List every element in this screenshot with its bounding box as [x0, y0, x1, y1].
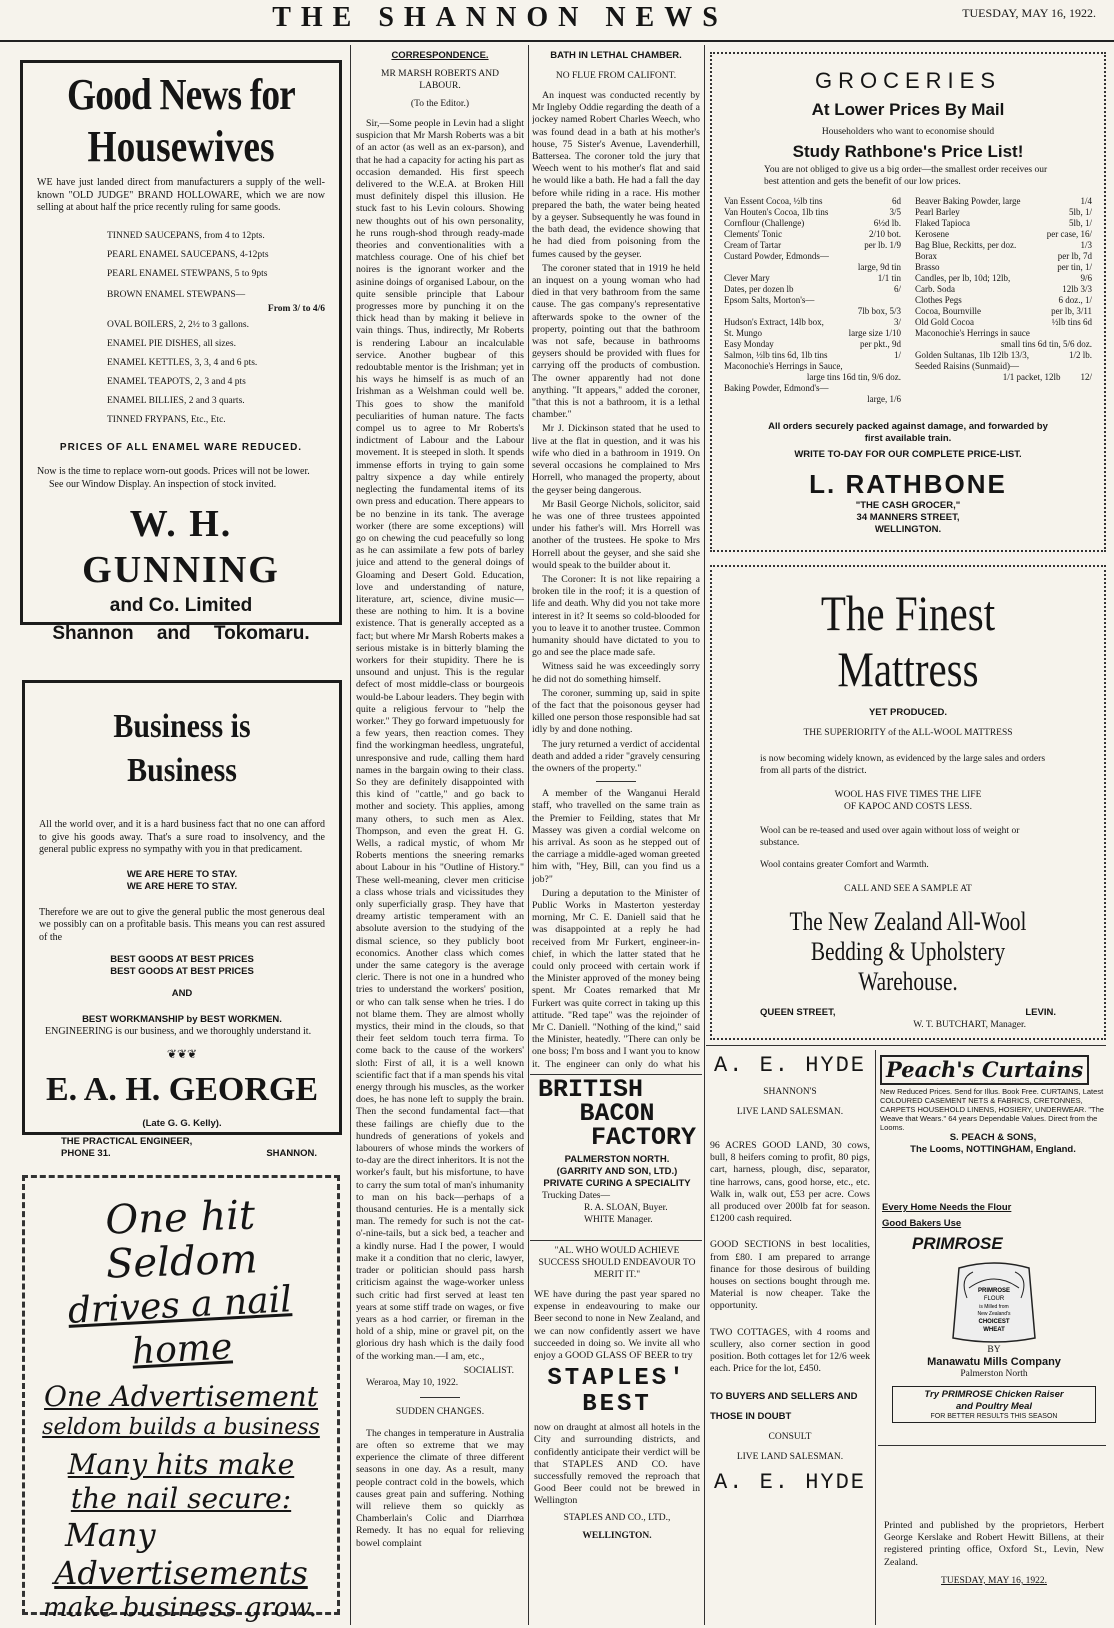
bacon-line: BRITISH — [538, 1075, 644, 1104]
primrose-company: Manawatu Mills Company — [927, 1356, 1061, 1368]
price: 6d — [892, 196, 901, 206]
price: 6 doz., 1/ — [1058, 295, 1092, 305]
editor-line: (To the Editor.) — [410, 99, 470, 109]
staples-ad — [534, 1245, 700, 1620]
slogan-line: Many — [65, 1516, 156, 1554]
price-row — [915, 350, 1092, 361]
item: Clever Mary — [724, 273, 770, 283]
list-item: TINNED FRYPANS, Etc., Etc. — [107, 414, 226, 425]
staples-firm: STAPLES AND CO., LTD., — [563, 1512, 671, 1523]
peach-brand: Peach's Curtains — [880, 1055, 1089, 1085]
george-para: All the world over, and it is a hard business fact that no one can afford to give his goods away. That's a sure road to insolvency, and the general public express no sympathy with you in that predicament. — [39, 819, 325, 855]
price-row — [915, 229, 1092, 240]
price-row — [915, 361, 1092, 372]
price: 1/1 tin — [877, 273, 901, 283]
flour-sack-icon — [939, 1258, 1049, 1344]
correspondence-column — [356, 50, 524, 1622]
raiser-line: Try PRIMROSE Chicken Raiser — [924, 1389, 1064, 1400]
paragraph: The coroner stated that in 1919 he held an inquest on a young woman who had died in that very bathroom from the same cause. The gas company's representative afterwards spoke to the owner of the property, pointing out that the bathroom was not safe, because in bathrooms geysers should be provided with flues for carrying off the products of combustion. The owner apparently had not done anything. "It appears," added the coroner, "that this is not a bathroom, it is a lethal chamber." — [532, 262, 700, 421]
mattress-ad — [710, 565, 1106, 1040]
item: Seeded Raisins (Sunmaid)— — [915, 361, 1019, 371]
superiority-line: THE SUPERIORITY of the ALL-WOOL MATTRESS — [803, 728, 1013, 738]
primrose-town: Palmerston North — [960, 1369, 1028, 1379]
imprint-text: Printed and published by the proprietors, Herbert George Kerslake and Robert Hewitt Billens, at their registered printing office, Oxford St., Levin, New Zealand. — [884, 1520, 1104, 1568]
phone-row — [39, 1148, 325, 1160]
slogan-line: One hit Seldom — [104, 1192, 259, 1288]
imprint-date: TUESDAY, MAY 16, 1922. — [941, 1575, 1047, 1586]
article-body — [532, 90, 700, 775]
price: 9/6 — [1080, 273, 1092, 283]
bacon-dates: Trucking Dates— — [542, 1191, 610, 1201]
gunning-headline-2: Housewives — [87, 122, 275, 171]
slogan-ad — [22, 1175, 340, 1623]
item: small tins 6d tin, 5/6 doz. — [1000, 339, 1092, 349]
newspaper-title: THE SHANNON NEWS — [272, 2, 728, 33]
bacon-manager: WHITE Manager. — [584, 1215, 653, 1225]
item: Borax — [915, 251, 937, 261]
gunning-headline-1: Good News for — [67, 70, 295, 119]
price: per case, 16/ — [1046, 229, 1092, 239]
article-body — [356, 1428, 524, 1550]
bacon-line: FACTORY — [590, 1123, 696, 1152]
hyde-listing: GOOD SECTIONS in best localities, from £80. I am prepared to arrange finance for those desirous of building houses on sections bought through me. Material is now cheaper. Take the opportunity. — [710, 1239, 870, 1312]
write-line: WRITE TO-DAY FOR OUR COMPLETE PRICE-LIST. — [794, 449, 1022, 460]
item: Flaked Tapioca — [915, 218, 970, 228]
price-row — [915, 339, 1092, 350]
late-line: (Late G. G. Kelly). — [142, 1117, 222, 1129]
price-row — [724, 328, 901, 339]
produced-line: YET PRODUCED. — [868, 707, 948, 718]
price-list-right — [915, 196, 1092, 405]
item: Van Houten's Cocoa, 1lb tins — [724, 207, 829, 217]
paragraph: Sir,—Some people in Levin had a slight suspicion that Mr Marsh Roberts was a bit of an actor (as well as an ex-parson), and that he had a capacity for acting his part as occasion demanded. His first speech delivered to the W.E.A. at Broken Hill must definitely dispel this illusion. He stuck fast to his Levin colours. Showing new thoughts out of his own personality, he runs rough-shod through ready-made theories and conventionalities with a matchless courage. One of his chief bet noires is the ignorant worker and the asinine doings of organised Labour, on the quite sensible principle that Labour progresses more by punching it on the thick head than by making it believe in vain things. Thus, indirectly, Mr Roberts is rendering Labour an incalculable service. Another bugbear of this redoubtable mentor is the Irishman; yet in his ways he himself is as much of an Irishman as a Welshman could well be. This goes to show the manifold peculiarities of human nature. The facts compel us to agree to Mr Roberts's indictment of Labour and the Labour movement. It is steeped in sloth. It spends immense efforts in trying to gain some paltry sixpence a day while entirely neglecting the fundamental items of its own press and education. There appears to be no benzine in its tank. The average worker (there are some exceptions) will go on chewing the cud peacefully so long as he can assimilate a few pots of barley juice and attend to the general doings of Gloaming and Desert Gold. Education, love and understanding of nature, literature, art, science, divine music—these are nothing to him. It is a bovine existence. That is generally accepted as a fact; but where Mr Marsh Roberts makes a serious mistake is in bitterly blaming the workers for their stupidity. There he is unsound and unjust. This is the regular defect of most middle-class or bourgeois would-be Labour leaders. They begin with quite a religious fervour to "help the worker." They go forward impetuously for a few years, then reaction comes. They find the workingman heedless, ungrateful, unresponsive and rude, calling them hard names in the bargain owing to their class. So they are definitely disappointed with this kind of "cattle," and go back to mother and society. This applies, among many others, to such men as Alex. Thompson, and even the great H. G. Wells, a radical mystic, of whom Mr Roberts mentions the sneering remarks about Labour in his "Outline of History." These well-meaning, clever men criticise a class whose trials and vicissitudes they only superficially grasp. They have that dreamy artistic temperament with an absolute aversion to the studying of the dismal science, so they publicly boot economics. Another class which comes under the same category is the average cleric. There is not one in a hundred who tries to understand the workers' position, or who can talk sense when he tries. I do not blame them. They are almost wholly mystics, their mind in the clouds, so that their feet seldom touch terra firma. To come back to the cause of the workers' sloth: First of all, it is a well known scientific fact that if a man spends his vital energy through his muscles, as the worker does, he has none left to supply the brain. Then the second fundamental fact—that these failings are chiefly due to the hundreds of generations of yokels and labourers of whose minds the workers of to-day are the direct inheritors. It is not the worker's fault, but his misfortune, to have to carry the sum total of man's inhumanity to man on his back—perhaps of a thousand centuries. He is a mentally sick man. The remedy for such is not the cat-o'-nine-tails, but a sick bed, a teacher and a kindly nurse. Had I the power, I would make it a condition that no cleric, lawyer, trader or politician should pass harsh criticism against the wage-worker unless such critic had first served at least ten years at some stiff trade on wages, or five years as a hod carrier, or fireman in the hold of a ship, mine or gravel pit, on the glorious dry hash which is the daily food of the working man.—I am, etc., — [356, 118, 524, 1362]
paragraph: The coroner, summing up, said in spite of the fact that the poisonous geyser had killed one person those responsible had sat idly by and done nothing. — [532, 687, 700, 736]
price: 6/ — [893, 284, 901, 294]
price-row — [724, 240, 901, 251]
lethal-article — [532, 50, 700, 1070]
bacon-firm: (GARRITY AND SON, LTD.) — [556, 1166, 678, 1177]
letter-body — [356, 118, 524, 1363]
price-row — [915, 218, 1092, 229]
peach-text: New Reduced Prices. Send for Illus. Book Free. CURTAINS, Latest COLOURED CASEMENT NETS & FABRICS, CRETONNES, CARPETS HOUSEHOLD LINENS, HOSIERY, UNDERWEAR. "The Weave that Wears." 64 years Dependable Values. Direct from the Looms. — [880, 1087, 1104, 1132]
hyde-name: A. E. HYDE — [713, 1053, 867, 1078]
raiser-line: and Poultry Meal — [955, 1401, 1032, 1412]
primrose-heading: Good Bakers Use — [882, 1218, 962, 1229]
george-ad — [22, 680, 342, 1159]
slogan-line: drives a nail home — [66, 1279, 293, 1373]
hyde-role: LIVE LAND SALESMAN. — [736, 1107, 844, 1117]
wool-line: OF KAPOC AND COSTS LESS. — [843, 802, 973, 812]
item: Kerosene — [915, 229, 949, 239]
peach-firm: S. PEACH & SONS, — [949, 1132, 1037, 1143]
slogan-line: One Advertisement — [44, 1380, 318, 1413]
price-row — [915, 273, 1092, 284]
price-row — [724, 229, 901, 240]
paragraph: During a deputation to the Minister of Public Works in Masterton yesterday morning, Mr C. E. Daniell said that he was disappointed at a reply he had received from Mr Furkert, engineer-in-chief, in which the latter stated that he could only proceed with certain work if the Minister approved of the money being spent. Mr Coates remarked that Mr Furkert was quite correct in taking up this attitude. "Red tape" was the rejoinder of Mr C. Daniell. "Nothing of the kind," said the Minister, heatedly. "There can only be one boss; I'm boss and I want you to know it. The engineer can only do what his — [532, 887, 700, 1070]
item: 1/1 packet, 12lb — [1002, 372, 1061, 382]
mattress-firm: Bedding & Upholstery Warehouse. — [810, 937, 1006, 996]
george-headline: Business is Business — [113, 708, 251, 789]
price-row — [915, 196, 1092, 207]
price-row — [724, 339, 901, 350]
item: 7lb box, 5/3 — [857, 306, 901, 316]
staples-heading: "AL. WHO WOULD ACHIEVE SUCCESS SHOULD ENDEAVOUR TO MERIT IT." — [538, 1246, 696, 1280]
price-row — [915, 207, 1092, 218]
and-line: AND — [171, 988, 193, 999]
paragraph: The Coroner: It is not like repairing a broken tile in the roof; it is a question of life and death. Why did you not take more interest in it? It seems so cold-blooded for you to leave it to another trustee. Common humanity should have dictated to you to go and see the place made safe. — [532, 573, 700, 659]
price-row — [915, 284, 1092, 295]
price: 1/3 — [1080, 240, 1092, 250]
primrose-heading: Every Home Needs the Flour — [882, 1202, 1012, 1213]
staples-text: now on draught at almost all hotels in the City and surrounding districts, and confidently anticipate their verdict will be that STAPLES AND CO. have successfully removed the reproach that Good Beer could not be brewed in Wellington — [534, 1422, 700, 1507]
sack-text-1: PRIMROSE — [977, 1288, 1011, 1294]
reduced-notice: PRICES OF ALL ENAMEL WARE REDUCED. — [59, 441, 303, 453]
hyde-signature: A. E. HYDE — [713, 1470, 867, 1496]
firm-suffix: and Co. Limited — [109, 595, 253, 616]
workmanship-line: BEST WORKMANSHIP by BEST WORKMEN. — [82, 1014, 282, 1025]
price: 3/5 — [889, 207, 901, 217]
price: ½lb tins 6d — [1051, 317, 1092, 327]
price-row — [724, 273, 901, 284]
list-item: OVAL BOILERS, 2, 2½ to 3 gallons. — [107, 319, 249, 330]
george-name: E. A. H. GEORGE — [45, 1070, 319, 1108]
divider — [706, 1045, 1106, 1046]
slogan-line: Advertisements — [54, 1554, 308, 1592]
price-row — [915, 251, 1092, 262]
price: 5lb, 1/ — [1068, 218, 1092, 228]
slogan-line: make business grow. — [43, 1593, 317, 1623]
raiser-box — [892, 1386, 1096, 1423]
item: Hudson's Extract, 14lb box, — [724, 317, 824, 327]
phone: PHONE 31. — [61, 1147, 111, 1159]
price: 1/2 lb. — [1068, 350, 1092, 360]
paragraph: The jury returned a verdict of accidental death and added a rider "gravely censuring the owners of the property." — [532, 738, 700, 774]
primrose-ad — [882, 1202, 1106, 1442]
bacon-line: BACON — [579, 1099, 655, 1128]
list-item: TINNED SAUCEPANS, from 4 to 12pts. — [107, 230, 265, 241]
price-row — [724, 251, 901, 262]
section-heading: CORRESPONDENCE. — [391, 50, 489, 61]
price: 6½d lb. — [873, 218, 901, 228]
item: Epsom Salts, Morton's— — [724, 295, 815, 305]
item: large tins 16d tin, 9/6 doz. — [806, 372, 901, 382]
item: Cream of Tartar — [724, 240, 782, 250]
column-rule — [875, 1050, 876, 1625]
paragraph: An inquest was conducted recently by Mr Ingleby Oddie regarding the death of a jockey named Robert Charles Weech, who was found dead in a bath at his mother's house, 75 Sister's Avenue, Lavenderhill, Battersea. The coroner told the jury that Weech went to his mother's flat and said he would like a bath. He had a fall the day before while riding in a race. His mother prepared the bath, the water being heated by a geyser. Subsequently he was found in the bath dead, the evidence showing that he had died from poisoning from the fumes caused by the geyser. — [532, 90, 700, 260]
town: LEVIN. — [1025, 1007, 1056, 1018]
item: Bag Blue, Reckitts, per doz. — [915, 240, 1017, 250]
divider — [530, 1240, 702, 1241]
buyers-line: TO BUYERS AND SELLERS AND — [710, 1391, 858, 1403]
list-item: ENAMEL KETTLES, 3, 3, 4 and 6 pts. — [107, 357, 258, 368]
price-list — [724, 196, 1092, 405]
hyde-listing: TWO COTTAGES, with 4 rooms and scullery, also corner section in good position. Both cottages let for 12/6 week each. Price for the lot, £450. — [710, 1326, 870, 1375]
dateline: Weraroa, May 10, 1922. — [366, 1377, 459, 1388]
price-list-left — [724, 196, 901, 405]
closing-line: Now is the time to replace worn-out goods. Prices will not be lower. — [37, 466, 310, 477]
sack-text-3: is Milled from — [979, 1304, 1009, 1310]
item: Clements' Tonic — [724, 229, 783, 239]
column-rule — [528, 45, 529, 1625]
hyde-ad — [710, 1052, 870, 1622]
price: 5lb, 1/ — [1068, 207, 1092, 217]
price-row — [724, 306, 901, 317]
item: Maconochie's Herrings in sauce — [915, 328, 1030, 338]
staples-text: WE have during the past year spared no expense in endeavouring to make our Beer second to none in New Zealand, and we can now confidently assert we have succeeded in doing so. We invite all who enjoy a GOOD GLASS OF BEER to try — [534, 1289, 700, 1362]
price-row — [915, 317, 1092, 328]
gunning-intro: WE have just landed direct from manufacturers a supply of the well-known "OLD JUDGE" BRAND HOLLOWARE, which we are now selling at about half the price recently ruling for same goods. — [37, 177, 325, 213]
rathbone-city: WELLINGTON. — [874, 524, 942, 535]
rathbone-grocer: "THE CASH GROCER," — [855, 500, 961, 511]
engineering-line: ENGINEERING is our business, and we thoroughly understand it. — [45, 1026, 312, 1037]
hyde-listing: 96 ACRES GOOD LAND, 30 cows, bull, 8 heifers coming to profit, 80 pigs, cart, harness, plough, disc, separator, tine harrows, cans, good horse, etc., etc. Walk in, walk out, £53 per acre. Cows all produced over 200lb fat for season. £1200 cash required. — [710, 1140, 870, 1225]
price-row — [724, 218, 901, 229]
gunning-ad — [20, 60, 342, 644]
salesman-line: LIVE LAND SALESMAN. — [736, 1452, 844, 1463]
item: Clothes Pegs — [915, 295, 962, 305]
price-row — [915, 372, 1092, 383]
groceries-ad — [710, 52, 1106, 552]
divider — [878, 1445, 1106, 1446]
price-note: From 3/ to 4/6 — [267, 303, 325, 314]
price: 3/ — [893, 317, 901, 327]
hyde-town: SHANNON'S — [763, 1087, 817, 1097]
divider — [596, 781, 636, 782]
item: large, 9d tin — [857, 262, 901, 272]
price-row — [724, 295, 901, 306]
price: per lb, 3/11 — [1051, 306, 1092, 316]
best-line: BEST GOODS AT BEST PRICES — [110, 966, 254, 977]
column-rule — [704, 45, 705, 1625]
item: Carb. Soda — [915, 284, 955, 294]
best-line: BEST GOODS AT BEST PRICES — [110, 954, 254, 965]
primrose-brand: PRIMROSE — [912, 1234, 1003, 1253]
known-line: is now becoming widely known, as evidenced by the large sales and orders from all parts of the district. — [760, 754, 1046, 776]
paragraph: A member of the Wanganui Herald staff, who travelled on the same train as the Premier to Feilding, states that Mr Massey was given a cordial welcome on his arrival. As soon as he stepped out of the carriage a middle-aged woman greeted him with, "Hey, Bill, can you find us a job?" — [532, 788, 700, 885]
price-row — [915, 262, 1092, 273]
price: 1/4 — [1080, 196, 1092, 206]
slogan-line: seldom builds a business — [42, 1415, 320, 1440]
firm-name: W. H. GUNNING — [82, 503, 280, 591]
paragraph: Mr Basil George Nichols, solicitor, said he was one of three trustees appointed under his father's will. Mrs Horrell was another of the trustees. He spoke to Mrs Horrell about the geyser, and she said she would speak to the builder about it. — [532, 498, 700, 571]
primrose-by: BY — [987, 1345, 1001, 1355]
staples-town: WELLINGTON. — [582, 1530, 652, 1541]
price: per tin, 1/ — [1057, 262, 1092, 272]
manager: W. T. BUTCHART, Manager. — [913, 1020, 1026, 1030]
list-item: ENAMEL PIE DISHES, all sizes. — [107, 338, 236, 349]
price: per pkt., 9d — [860, 339, 901, 349]
item: Salmon, ½lb tins 6d, 1lb tins — [724, 350, 828, 360]
gunning-item-list — [37, 227, 325, 430]
price: per lb. 1/9 — [864, 240, 901, 250]
column-rule — [350, 45, 351, 1625]
mattress-title: Mattress — [837, 641, 979, 697]
article-heading: SUDDEN CHANGES. — [395, 1406, 485, 1417]
price: 12lb 3/3 — [1062, 284, 1092, 294]
reteased-line: Wool can be re-teased and used over again without loss of weight or substance. — [760, 826, 1020, 848]
price-row — [724, 317, 901, 328]
price: large size 1/10 — [848, 328, 901, 338]
paragraph: Mr J. Dickinson stated that he used to live at the flat in question, and it was his wife who died in a bathroom in 1919. On several occasions he complained to Mrs Horrell, who managed the property, about the geyser being dangerous. — [532, 423, 700, 496]
list-item: ENAMEL BILLIES, 2 and 3 quarts. — [107, 395, 245, 406]
rathbone-name: L. RATHBONE — [809, 469, 1007, 499]
mattress-title: The Finest — [820, 585, 996, 641]
ornament-icon: ❦❦❦ — [166, 1046, 198, 1061]
item: Cornflour (Challenge) — [724, 218, 805, 228]
paragraph: The changes in temperature in Australia are often so extreme that we may experience the climate of three different seasons in one day. As a result, many people contract cold in the bowels, which causes great pain and suffering. Nothing will relieve them so quickly as Chamberlain's Colic and Diarrhœa Remedy. It has no equal for relieving bowel complaint — [356, 1427, 524, 1549]
massey-item — [532, 788, 700, 1070]
price-row — [724, 372, 901, 383]
signature: SOCIALIST. — [463, 1365, 514, 1376]
list-item: PEARL ENAMEL STEWPANS, 5 to 9pts — [107, 268, 268, 279]
price-row — [724, 207, 901, 218]
price-row — [724, 383, 901, 394]
mattress-firm: The New Zealand All-Wool — [789, 907, 1027, 936]
george-para: Therefore we are out to give the general public the most generous deal we possibly can on a profitable basis. This means you can rest assured of the — [39, 906, 325, 943]
paragraph: Witness said he was exceedingly sorry he did not do something himself. — [532, 661, 700, 685]
issue-date: TUESDAY, MAY 16, 1922. — [962, 6, 1096, 20]
doubt-line: THOSE IN DOUBT — [710, 1411, 792, 1423]
stay-line: WE ARE HERE TO STAY. — [126, 868, 238, 880]
wool-line: WOOL HAS FIVE TIMES THE LIFE — [834, 790, 982, 800]
list-item: BROWN ENAMEL STEWPANS— — [107, 289, 246, 300]
slogan-line: Many hits make — [67, 1448, 295, 1481]
groceries-title: GROCERIES — [814, 68, 1002, 93]
article-heading: BATH IN LETHAL CHAMBER. — [550, 50, 682, 61]
item: Golden Sultanas, 1lb 12lb 13/3, — [915, 350, 1029, 360]
price: per lb, 7d — [1057, 251, 1092, 261]
price: 12/ — [1080, 372, 1092, 382]
article-subheading: NO FLUE FROM CALIFONT. — [555, 71, 677, 81]
item: St. Mungo — [724, 328, 763, 338]
sack-text-2: FLOUR — [983, 1296, 1005, 1302]
item: Dates, per dozen lb — [724, 284, 794, 294]
item: Baking Powder, Edmond's— — [724, 383, 829, 393]
price-row — [724, 394, 901, 405]
price-row — [724, 350, 901, 361]
stay-line: WE ARE HERE TO STAY. — [126, 880, 238, 892]
item: Maconochie's Herrings in Sauce, — [724, 361, 843, 371]
peach-ad — [880, 1055, 1106, 1185]
price-row — [724, 262, 901, 273]
staples-brand: STAPLES' BEST — [547, 1365, 687, 1419]
call-line: CALL AND SEE A SAMPLE AT — [844, 884, 972, 894]
letter-title: MR MARSH ROBERTS AND LABOUR. — [381, 69, 499, 91]
comfort-line: Wool contains greater Comfort and Warmth. — [760, 860, 929, 870]
peach-town: The Looms, NOTTINGHAM, England. — [910, 1144, 1076, 1155]
price-row — [915, 328, 1092, 339]
street: QUEEN STREET, — [760, 1007, 836, 1018]
bacon-curing: PRIVATE CURING A SPECIALITY — [543, 1178, 691, 1189]
price: 2/10 bot. — [868, 229, 901, 239]
groceries-study: Study Rathbone's Price List! — [792, 142, 1024, 161]
orders-line: All orders securely packed against damage, and forwarded by first available train. — [768, 421, 1048, 444]
price-row — [724, 196, 901, 207]
divider — [420, 1397, 460, 1398]
firm-locations: Shannon and Tokomaru. — [52, 623, 310, 644]
bacon-ad — [534, 1075, 700, 1238]
address-row — [730, 1007, 1086, 1019]
price-row — [724, 361, 901, 372]
imprint — [884, 1520, 1104, 1620]
item: Van Essent Cocoa, ½lb tins — [724, 196, 823, 206]
price: 1/ — [893, 350, 901, 360]
groceries-note: You are not obliged to give us a big order—the smallest order receives our best attention and gets the benefit of our low prices. — [764, 165, 1048, 187]
item: Easy Monday — [724, 339, 774, 349]
closing-line: See our Window Display. An inspection of stock invited. — [49, 478, 277, 490]
item: Beaver Baking Powder, large — [915, 196, 1021, 206]
item: Candles, per lb, 10d; 12lb, — [915, 273, 1011, 283]
raiser-line: FOR BETTER RESULTS THIS SEASON — [930, 1413, 1058, 1420]
flour-sack — [882, 1258, 1106, 1344]
item: Old Gold Cocoa — [915, 317, 974, 327]
item: Brasso — [915, 262, 940, 272]
sack-text-4: New Zealand's — [977, 1311, 1011, 1317]
town: SHANNON. — [266, 1147, 317, 1159]
bacon-buyer: R. A. SLOAN, Buyer. — [584, 1203, 668, 1213]
list-item: ENAMEL TEAPOTS, 2, 3 and 4 pts — [107, 376, 246, 387]
rathbone-street: 34 MANNERS STREET, — [856, 512, 960, 523]
item: large, 1/6 — [867, 394, 901, 404]
groceries-subtitle: At Lower Prices By Mail — [811, 100, 1005, 119]
sack-text-5: CHOICEST — [978, 1319, 1010, 1325]
consult-line: CONSULT — [768, 1432, 812, 1443]
item: Custard Powder, Edmonds— — [724, 251, 829, 261]
engineer-title: THE PRACTICAL ENGINEER, — [61, 1135, 193, 1147]
groceries-intro: Householders who want to economise should — [821, 127, 995, 137]
sack-text-6: WHEAT — [983, 1327, 1005, 1333]
list-item: PEARL ENAMEL SAUCEPANS, 4-12pts — [107, 249, 269, 260]
slogan-line: the nail secure: — [70, 1482, 292, 1515]
bacon-town: PALMERSTON NORTH. — [564, 1154, 670, 1165]
item: Cocoa, Bournville — [915, 306, 981, 316]
price-row — [915, 240, 1092, 251]
masthead — [0, 0, 1114, 42]
price-row — [915, 306, 1092, 317]
price-row — [915, 295, 1092, 306]
price-row — [724, 284, 901, 295]
item: Pearl Barley — [915, 207, 960, 217]
